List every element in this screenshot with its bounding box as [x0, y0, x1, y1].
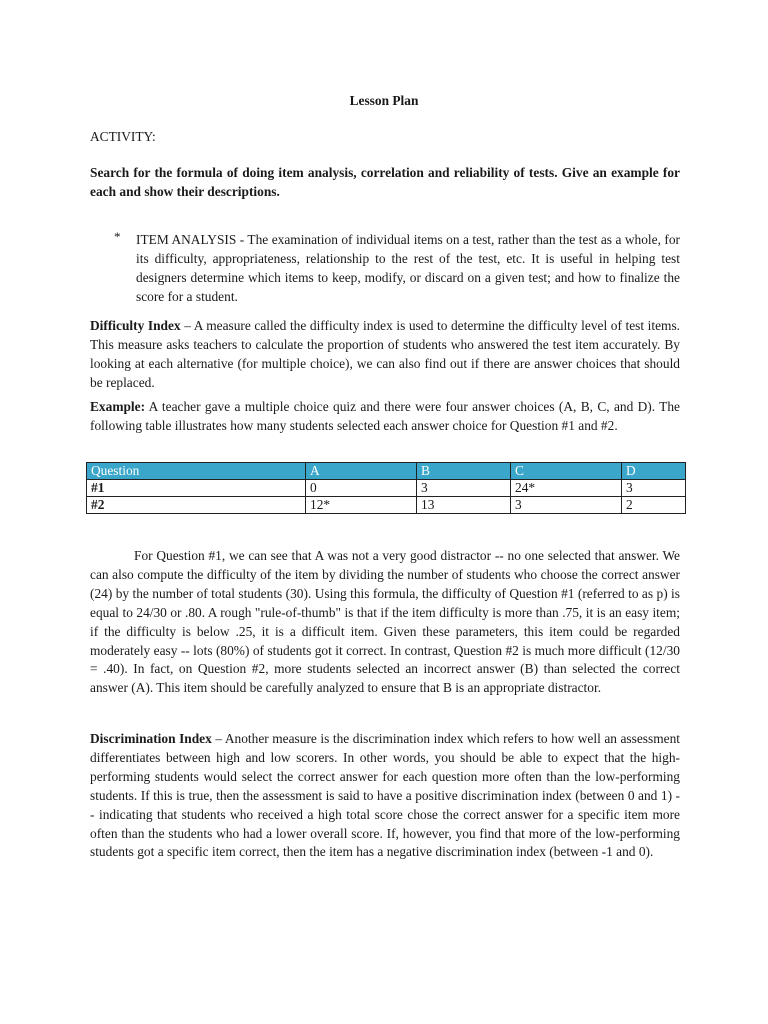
- difficulty-index-term: Difficulty Index: [90, 318, 181, 333]
- activity-instruction: Search for the formula of doing item analysis, correlation and reliability of tests. Give an example for each and show their descriptions.: [90, 165, 680, 199]
- difficulty-index-text: – A measure called the difficulty index is used to determine the difficulty level of test items. This measure asks teachers to calculate the proportion of students who answered the test item accurately. By looking at each alternative (for multiple choice), we can also find out if there are answer choices that should be replaced.: [90, 318, 681, 390]
- table-header-cell: Question: [87, 463, 306, 480]
- table-cell: #1: [87, 480, 306, 497]
- activity-label: ACTIVITY:: [90, 129, 156, 144]
- table-cell: 2: [622, 497, 686, 514]
- table-header-cell: C: [511, 463, 622, 480]
- answer-choice-table: [86, 462, 686, 514]
- table-cell: 24*: [511, 480, 622, 497]
- page-title: Lesson Plan: [349, 93, 419, 108]
- table-cell: 12*: [306, 497, 417, 514]
- discrimination-index-paragraph: [90, 730, 680, 862]
- question-analysis-paragraph: For Question #1, we can see that A was not a very good distractor -- no one selected that answer. We can also compute the difficulty of the item by dividing the number of students who choose the correct answer (24) by the number of total students (30). Using this formula, the difficulty of Question #1 (referred to as p) is equal to 24/30 or .80. A rough "rule-of-thumb" is that if the item difficulty is more than .75, it is an easy item; if the difficulty is below .25, it is a difficult item. Given these parameters, this item could be regarded moderately easy -- lots (80%) of students got it correct. In contrast, Question #2 is much more difficult (12/30 = .40). In fact, on Question #2, more students selected an incorrect answer (B) than selected the correct answer (A). This item should be carefully analyzed to ensure that B is an appropriate distractor.: [90, 548, 680, 696]
- table-cell: 0: [306, 480, 417, 497]
- example-paragraph: [90, 398, 680, 436]
- table-cell: 3: [511, 497, 622, 514]
- table-header-cell: A: [306, 463, 417, 480]
- difficulty-index-paragraph: [90, 317, 680, 393]
- discrimination-index-term: Discrimination Index: [90, 731, 212, 746]
- table-cell: 3: [417, 480, 511, 497]
- table-row: [87, 497, 686, 514]
- bullet-icon: *: [114, 229, 121, 244]
- discrimination-index-text: – Another measure is the discrimination index which refers to how well an assessment differentiates between high and low scorers. In other words, you should be able to expect that the high-performing students would select the correct answer for each question more often than the low-performing students. If this is true, then the assessment is said to have a positive discrimination index (between 0 and 1) -- indicating that students who received a high total score chose the correct answer for a specific item more often than the students who had a lower overall score. If, however, you find that more of the low-performing students got a specific item correct, then the item has a negative discrimination index (between -1 and 0).: [90, 731, 680, 860]
- table-header-cell: B: [417, 463, 511, 480]
- table-cell: 13: [417, 497, 511, 514]
- table-cell: 3: [622, 480, 686, 497]
- table-cell: #2: [87, 497, 306, 514]
- table-header-row: [87, 463, 686, 480]
- example-term: Example:: [90, 399, 146, 414]
- table-row: [87, 480, 686, 497]
- example-text: A teacher gave a multiple choice quiz and there were four answer choices (A, B, C, and D). The following table illustrates how many students selected each answer choice for Question #1 and #2.: [90, 399, 680, 433]
- item-analysis-definition: ITEM ANALYSIS - The examination of individual items on a test, rather than the test as a whole, for its difficulty, appropriateness, relationship to the rest of the test, etc. It is useful in helping test designers determine which items to keep, modify, or discard on a given test; and how to finalize the score for a student.: [136, 232, 680, 304]
- table-header-cell: D: [622, 463, 686, 480]
